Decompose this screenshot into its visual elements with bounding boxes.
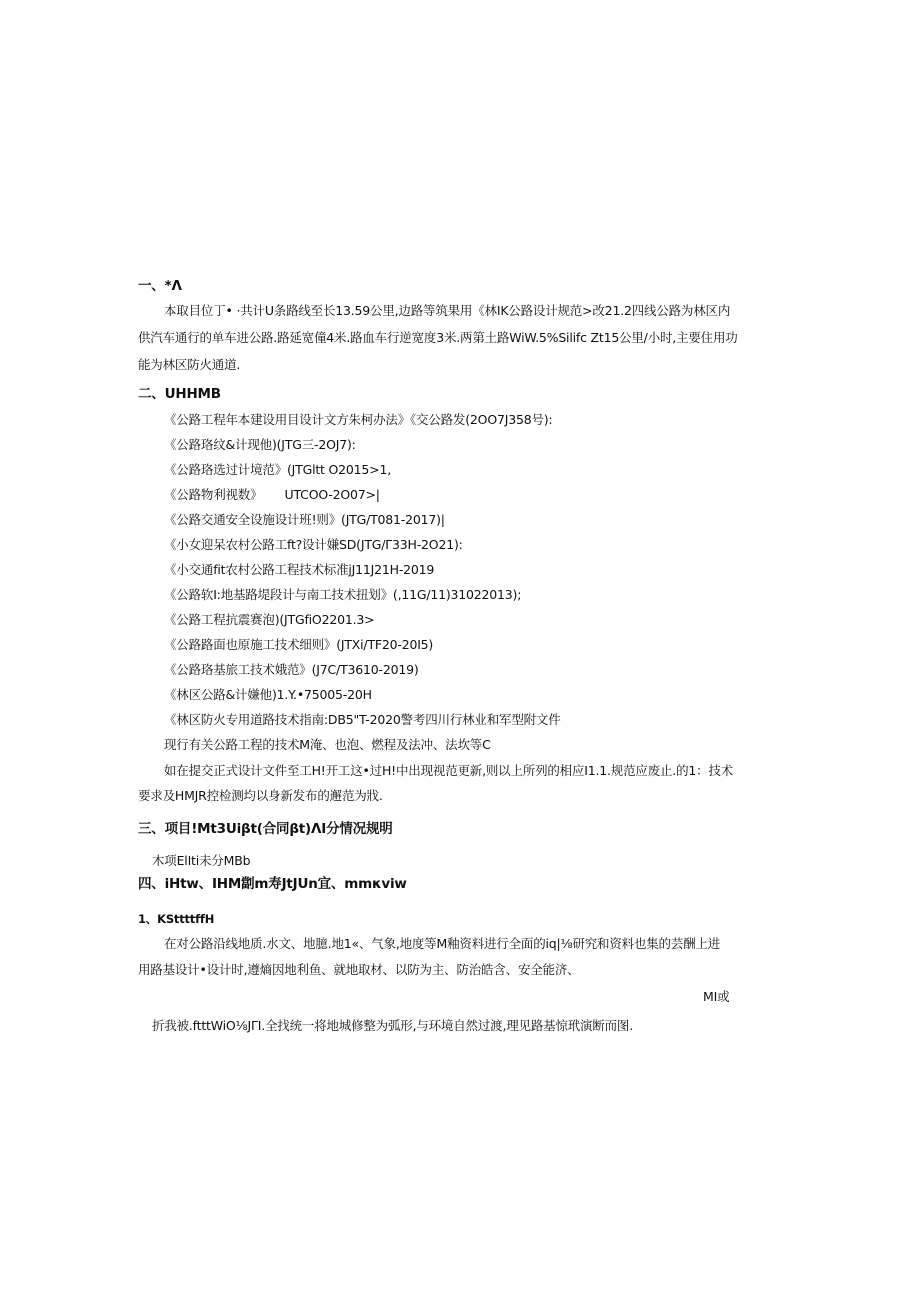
section-2-heading: 二、UHHMB (138, 386, 221, 402)
section-4-para-end: 折我被.ftttWiO⅛JΓI.全找统一将地城修整为弧形,与环境自然过渡,理见路基惊玳演断而图. (152, 1018, 634, 1033)
reference-item: 《小女迎呆农村公路工ft?设计嫌SD(JTG/Γ33H-2O21): (164, 537, 463, 552)
section-4-heading: 四、iHtw、IHM劏m寿JtJUn宜、mmκviw (138, 876, 407, 892)
section-2-para-line: 如在提交正式设计文件至工H!开工这•过H!中出现视范更新,则以上所列的相应I1.1.规范应废止.的1：技术 (164, 763, 734, 778)
reference-item: 《公路软I:地基路堤段计与南工技术扭划》(,11G/11)31022013); (164, 587, 522, 602)
reference-item: 《林区防火专用道路技术指南:DB5"T-2020警考四川行林业和军型附文件 (164, 712, 561, 727)
section-4-para-line: 在对公路沿线地质.水文、地臆.地1«、气象,地度等M釉资料进行全面的iq|⅛研究和资料也集的芸酬上进 (164, 936, 721, 951)
reference-item: 《公路工程抗震赛泡)(JTGfiO2201.3> (164, 612, 375, 627)
section-3-heading: 三、项目!Mt3Uiβt(合同βt)ΛI分情况规明 (138, 821, 393, 837)
section-1-para-line: 供汽车通行的单车进公路.路延宽僮4米.路血车行逆宽度3米.两第土路WiW.5%Silifc Zt15公里/小时,主要住用功 (138, 330, 738, 345)
reference-item: 《公路工程年本建设用目设计文方朱柯办法》《交公路发(2OO7J358号): (164, 412, 553, 427)
reference-item: 《小交通fit农村公路工程技术标准jJ11J21H-2019 (164, 562, 435, 577)
reference-item: 《公路珞基旅工技术娥范》(J7C/T3610-2019) (164, 662, 419, 677)
reference-item: 《公路物利视数》 UTCOO-2O07>| (164, 487, 380, 502)
section-2-para-line: 要求及HMJR控检测均以身新发布的邂范为戕. (138, 788, 383, 803)
section-1-para-line: 本取目位丁• ·共计U条路线至长13.59公里,边路等筑果用《林IK公路设计规范>改21.2四线公路为林区内 (164, 303, 731, 318)
reference-item: 现行有关公路工程的技术M淹、也泡、燃程及法冲、法坎等C (164, 737, 491, 752)
reference-item: 《公路路面也原施工技术细则》(JTXi/TF20-20I5) (164, 637, 434, 652)
reference-item: 《公路珞选过计境范》(JTGltt O2015>1, (164, 462, 391, 477)
section-4-subheading: 1、KSttttffH (138, 912, 215, 926)
section-4-para-tail: MI或 (703, 989, 730, 1004)
section-1-heading: 一、*Λ (138, 278, 182, 294)
reference-item: 《公路珞纹&计现他)(JTG三-2OJ7): (164, 437, 356, 452)
reference-item: 《林区公路&计嫌他)1.Y.•75005-20H (164, 687, 372, 702)
section-3-body: 木项ElIti未分MBb (152, 853, 251, 868)
section-4-para-line: 用路基设计•设计时,遵熵因地利鱼、就地取材、以防为主、防治皓含、安全能济、 (138, 962, 580, 977)
section-1-para-line: 能为林区防火通道. (138, 357, 241, 372)
reference-item: 《公路交通安全设施设计班!则》(JTG/T081-2017)| (164, 512, 445, 527)
